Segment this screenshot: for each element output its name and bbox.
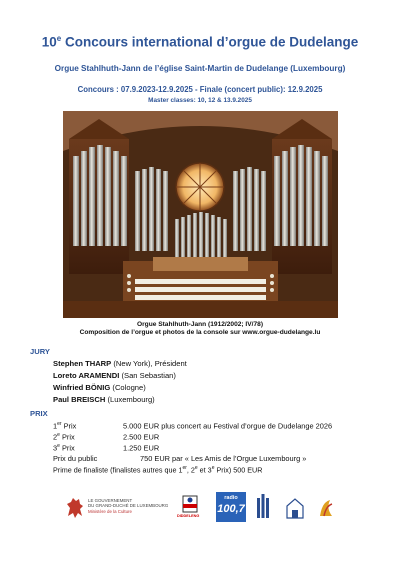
- organ-photo: [63, 111, 338, 318]
- jury-name: Stephen THARP: [53, 359, 112, 368]
- prize-label: [53, 443, 123, 452]
- prize-label: [53, 421, 123, 430]
- competition-dates: Concours : 07.9.2023-12.9.2025 - Finale (concert public): 12.9.2025: [77, 85, 323, 94]
- gov-line: DU GRAND-DUCHÉ DE LUXEMBOURG: [88, 503, 169, 509]
- prize-number: 2: [53, 432, 58, 442]
- organ-illustration: [63, 111, 338, 318]
- dudelange-crest-icon: [180, 494, 200, 514]
- sponsor-logos: [60, 490, 340, 526]
- photo-credit: Composition de l’orgue et photos de la console sur www.orgue-dudelange.lu: [79, 329, 321, 336]
- prize-row: [53, 443, 159, 452]
- jury-name: Winfried BÖNIG: [53, 383, 111, 392]
- finalist-text: Prix) 500 EUR: [214, 465, 263, 475]
- organ-pipes-logo-icon: [255, 492, 271, 520]
- prize-word: Prix: [59, 432, 75, 442]
- jury-member: [53, 359, 187, 368]
- prize-value: 2.500 EUR: [123, 432, 160, 442]
- gov-ministry: Ministère de la Culture: [88, 508, 132, 514]
- finalist-text: et 3: [197, 465, 212, 475]
- church-logo-icon: [285, 496, 305, 520]
- photo-caption: Orgue Stahlhuth-Jann (1912/2002; IV/78): [136, 321, 264, 328]
- prize-row: [53, 421, 332, 430]
- jury-detail: (Luxembourg): [105, 395, 155, 404]
- jury-member: [53, 395, 155, 404]
- jury-detail: (Cologne): [110, 383, 146, 392]
- title-number: 10: [41, 34, 57, 50]
- title-suffix: e: [56, 34, 62, 43]
- public-prize-value: 750 EUR par « Les Amis de l’Orgue Luxembourg »: [140, 454, 307, 463]
- page-title: [0, 34, 400, 50]
- gov-line: LE GOUVERNEMENT: [88, 498, 133, 503]
- prize-value: 5.000 EUR plus concert au Festival d’orgue de Dudelange 2026: [123, 421, 333, 431]
- jury-member: [53, 383, 146, 392]
- finalist-text: , 2: [186, 465, 195, 475]
- public-prize-row: [53, 454, 306, 463]
- prize-ordinal: e: [57, 443, 60, 449]
- public-prize-label: Prix du public: [53, 454, 98, 463]
- radio-label: radio: [224, 495, 238, 501]
- prize-word: Prix: [59, 443, 75, 453]
- prize-ordinal: er: [57, 421, 62, 427]
- friends-of-organ-logo-icon: [316, 496, 336, 520]
- prize-word: Prix: [61, 421, 77, 431]
- finalist-prize: [53, 465, 262, 474]
- prize-ordinal: e: [57, 432, 60, 438]
- subtitle: Orgue Stahlhuth-Jann de l’église Saint-Martin de Dudelange (Luxembourg): [54, 64, 346, 73]
- radio-logo: [216, 492, 246, 522]
- jury-name: Paul BREISCH: [53, 395, 106, 404]
- jury-detail: (New York), Président: [111, 359, 187, 368]
- radio-frequency: 100,7: [217, 503, 245, 515]
- dudelange-label: DIDDELENG: [177, 514, 200, 518]
- prize-number: 1: [53, 421, 58, 431]
- title-text: Concours international d’orgue de Dudelange: [61, 34, 359, 50]
- finalist-sup: e: [194, 465, 198, 471]
- prize-row: [53, 432, 159, 441]
- jury-member: [53, 371, 176, 380]
- jury-name: Loreto ARAMENDI: [53, 371, 120, 380]
- finalist-sup: er: [182, 465, 187, 471]
- finalist-sup: e: [211, 465, 215, 471]
- prize-number: 3: [53, 443, 58, 453]
- jury-detail: (San Sebastian): [119, 371, 176, 380]
- prix-heading: PRIX: [30, 409, 48, 418]
- government-logo-text: [88, 498, 168, 514]
- luxembourg-lion-icon: [64, 496, 86, 520]
- finalist-text: Prime de finaliste (finalistes autres que 1: [53, 465, 183, 475]
- prize-label: [53, 432, 123, 441]
- master-classes: Master classes: 10, 12 & 13.9.2025: [148, 97, 252, 104]
- jury-heading: JURY: [30, 347, 50, 356]
- prize-value: 1.250 EUR: [123, 443, 160, 453]
